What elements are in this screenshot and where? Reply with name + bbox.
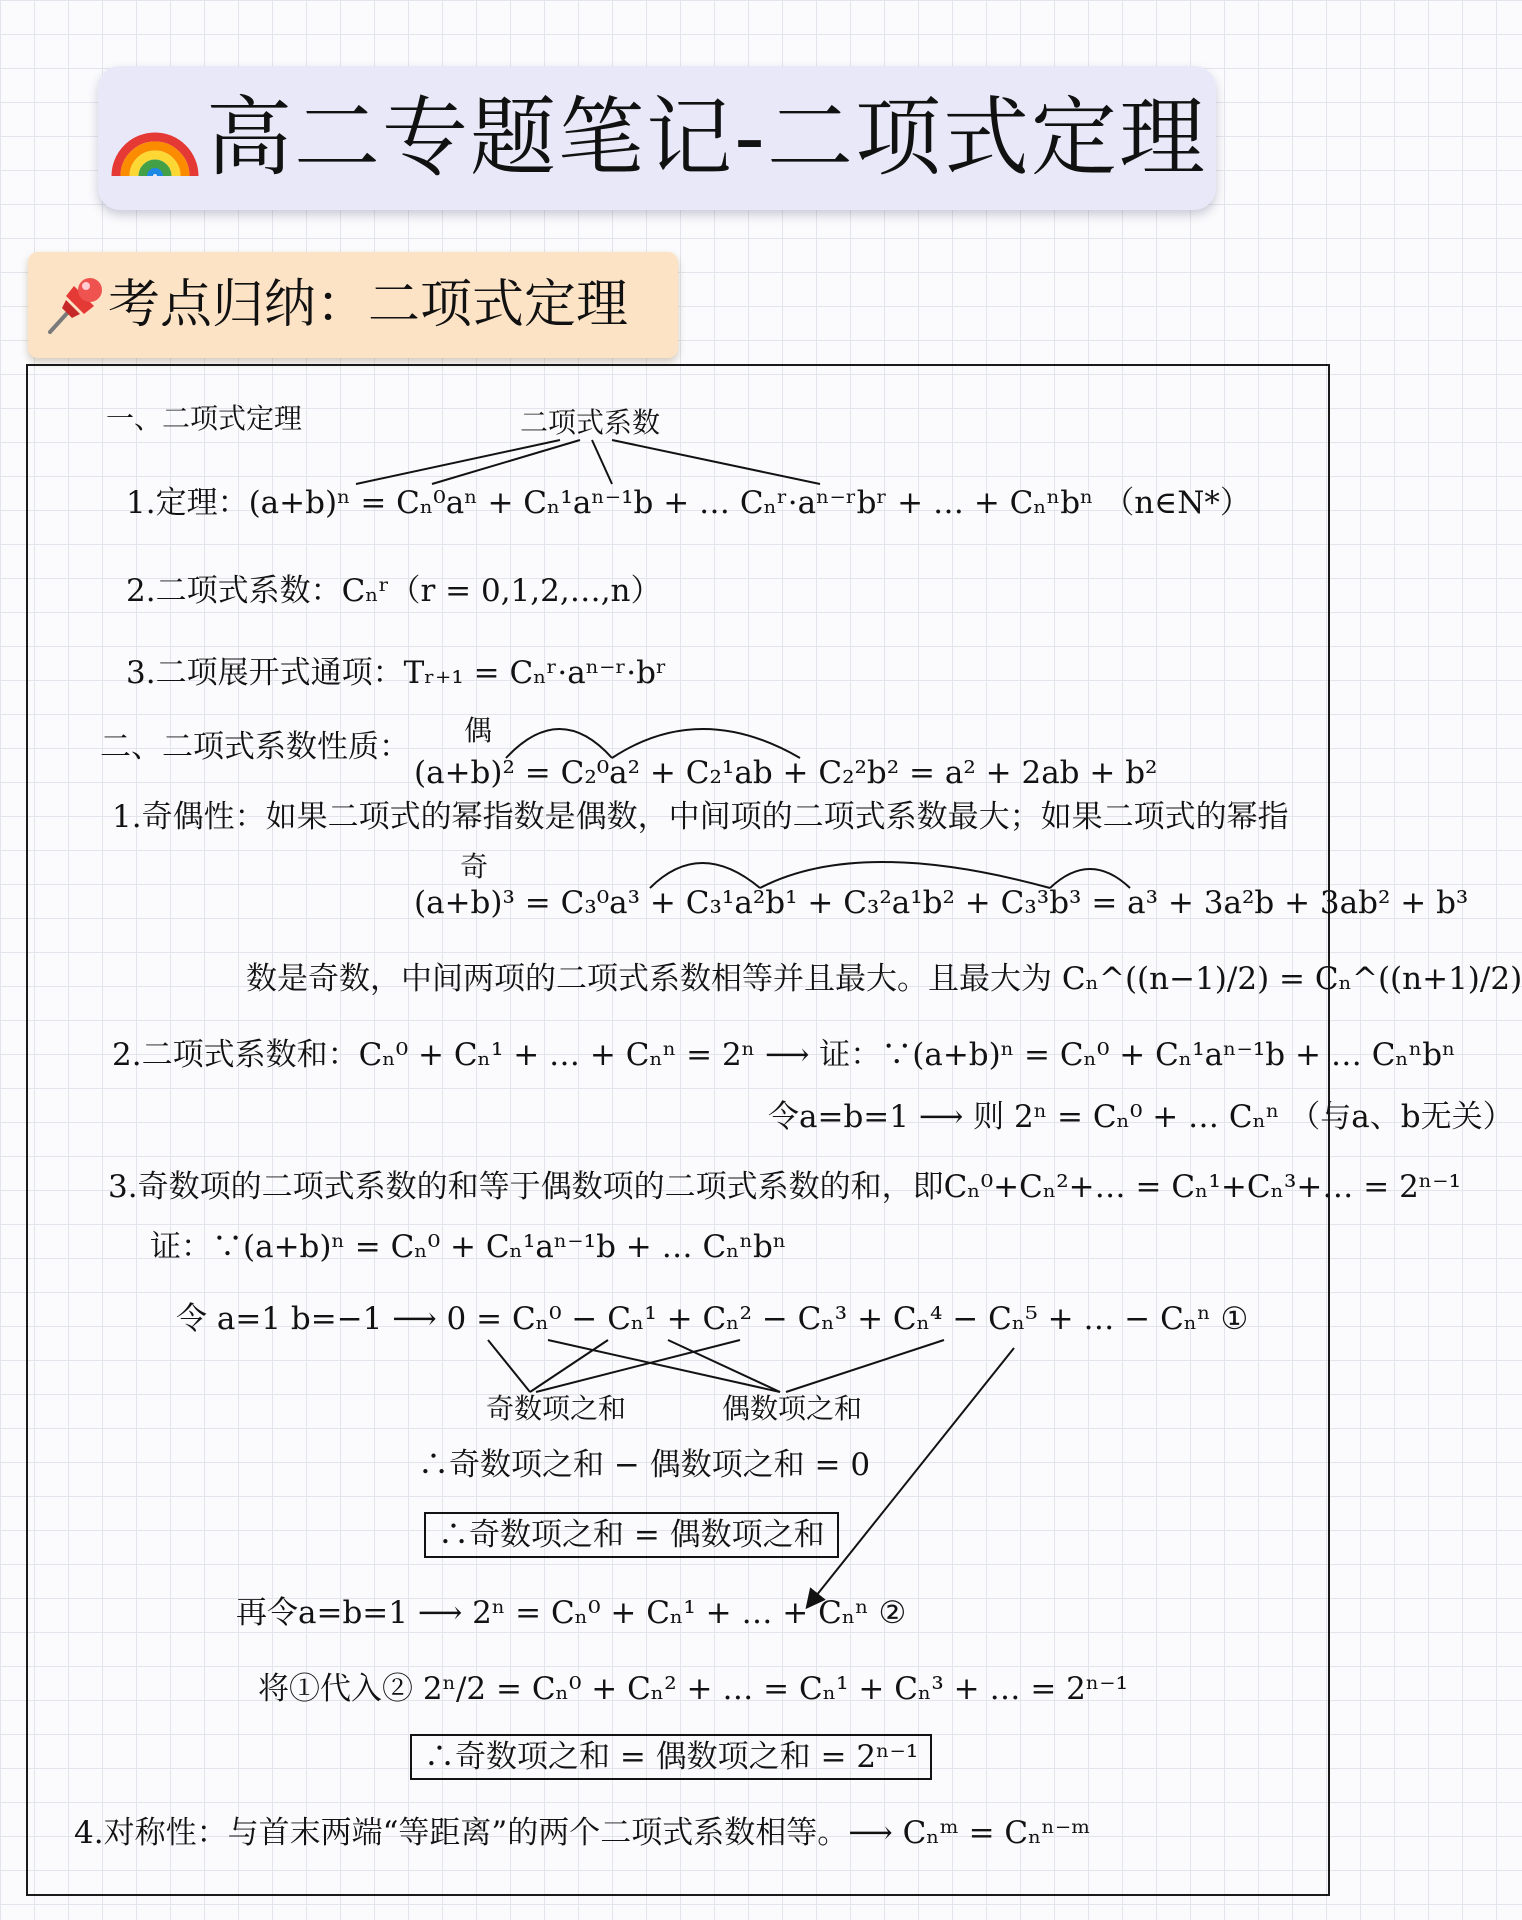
odd-example: (a+b)³ = C₃⁰a³ + C₃¹a²b¹ + C₃²a¹b² + C₃³b³ = a³ + 3a²b + 3ab² + b³ (414, 885, 1469, 921)
title-banner (98, 66, 1216, 210)
pushpin-icon (44, 274, 106, 336)
proof-line-3: ∴奇数项之和 − 偶数项之和 = 0 (418, 1447, 871, 1483)
section-title: 考点归纳：二项式定理 (108, 275, 629, 335)
odd-label: 奇 (460, 850, 489, 883)
odd-sum-label: 奇数项之和 (486, 1392, 627, 1425)
proof-line-7: ∴奇数项之和 = 偶数项之和 = 2ⁿ⁻¹ (410, 1734, 932, 1780)
parity-line-1: 1.奇偶性：如果二项式的幂指数是偶数，中间项的二项式系数最大；如果二项式的幂指 (112, 799, 1289, 835)
proof-line-1: 证：∵(a+b)ⁿ = Cₙ⁰ + Cₙ¹aⁿ⁻¹b + … Cₙⁿbⁿ (150, 1229, 787, 1265)
general-term-line: 3.二项展开式通项：Tᵣ₊₁ = Cₙʳ·aⁿ⁻ʳ·bʳ (126, 655, 667, 691)
coefficient-sum-proof: 令a=b=1 ⟶ 则 2ⁿ = Cₙ⁰ + … Cₙⁿ （与a、b无关） (768, 1099, 1514, 1135)
even-example: (a+b)² = C₂⁰a² + C₂¹ab + C₂²b² = a² + 2ab + b² (414, 755, 1158, 791)
even-sum-label: 偶数项之和 (722, 1392, 863, 1425)
theorem-line: 1.定理：(a+b)ⁿ = Cₙ⁰aⁿ + Cₙ¹aⁿ⁻¹b + … Cₙʳ·aⁿ⁻ʳbʳ + … + Cₙⁿbⁿ （n∈N*） (126, 485, 1251, 521)
section-banner (28, 252, 678, 358)
binomial-coefficient-line: 2.二项式系数：Cₙʳ（r = 0,1,2,…,n） (126, 573, 662, 609)
symmetry-line: 4.对称性：与首末两端“等距离”的两个二项式系数相等。⟶ Cₙᵐ = Cₙⁿ⁻ᵐ (74, 1815, 1091, 1851)
rainbow-icon (110, 98, 200, 178)
page-title: 高二专题笔记-二项式定理 (206, 88, 1208, 188)
proof-line-4: ∴奇数项之和 = 偶数项之和 (424, 1512, 839, 1558)
even-label: 偶 (464, 714, 493, 747)
odd-even-sum-line: 3.奇数项的二项式系数的和等于偶数项的二项式系数的和，即Cₙ⁰+Cₙ²+… = Cₙ¹+Cₙ³+… = 2ⁿ⁻¹ (108, 1169, 1461, 1205)
proof-line-2: 令 a=1 b=−1 ⟶ 0 = Cₙ⁰ − Cₙ¹ + Cₙ² − Cₙ³ + Cₙ⁴ − Cₙ⁵ + … − Cₙⁿ ① (176, 1301, 1249, 1337)
parity-line-2: 数是奇数，中间两项的二项式系数相等并且最大。且最大为 Cₙ^((n−1)/2) = Cₙ^((n+1)/2) (246, 961, 1522, 997)
proof-line-5: 再令a=b=1 ⟶ 2ⁿ = Cₙ⁰ + Cₙ¹ + … + Cₙⁿ ② (236, 1595, 907, 1631)
section2-heading: 二、二项式系数性质： (100, 729, 410, 765)
coefficient-label: 二项式系数 (520, 406, 661, 439)
section1-heading: 一、二项式定理 (106, 402, 303, 435)
proof-line-6: 将①代入② 2ⁿ/2 = Cₙ⁰ + Cₙ² + … = Cₙ¹ + Cₙ³ + … = 2ⁿ⁻¹ (258, 1671, 1129, 1707)
coefficient-sum-line: 2.二项式系数和：Cₙ⁰ + Cₙ¹ + … + Cₙⁿ = 2ⁿ ⟶ 证：∵(a+b)ⁿ = Cₙ⁰ + Cₙ¹aⁿ⁻¹b + … Cₙⁿbⁿ (112, 1037, 1456, 1073)
